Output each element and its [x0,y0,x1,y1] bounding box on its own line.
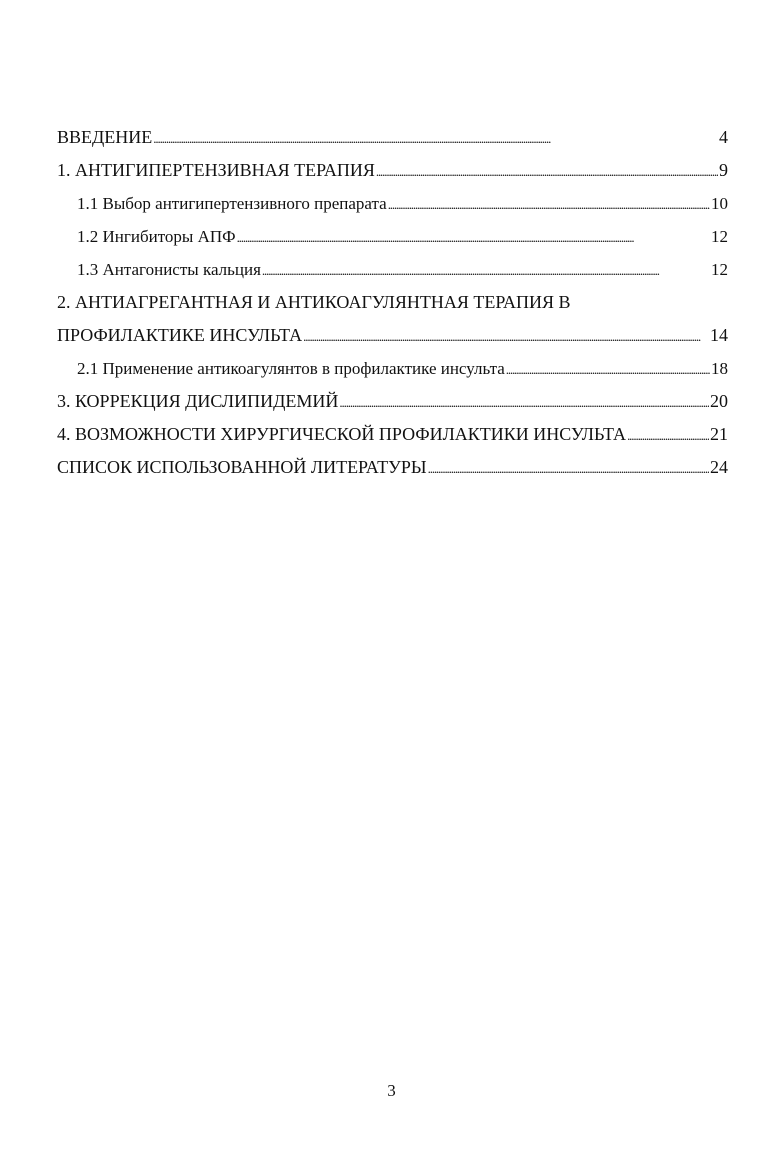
toc-entry-label: ВВЕДЕНИЕ [57,127,153,147]
dot-leader [339,385,709,419]
dot-leader [153,121,718,155]
toc-entry-page: 21 [710,424,728,444]
toc-entry-page: 20 [710,391,728,411]
dot-leader [388,187,710,221]
toc-entry-label: 2.1 Применение антикоагулянтов в профилактике инсульта [77,359,505,378]
toc-entry[interactable] [57,187,728,220]
toc-entry-label: 1. АНТИГИПЕРТЕНЗИВНАЯ ТЕРАПИЯ [57,160,375,180]
toc-entry-page: 10 [711,194,728,213]
dot-leader [237,220,710,254]
toc-entry-label: ПРОФИЛАКТИКЕ ИНСУЛЬТА [57,325,303,345]
toc-entry[interactable] [57,253,728,286]
toc-entry[interactable] [57,385,728,418]
toc-entry[interactable] [57,319,728,352]
dot-leader [627,418,709,452]
toc-entry[interactable] [57,451,728,484]
toc-entry[interactable] [57,220,728,253]
dot-leader [428,451,709,485]
table-of-contents [57,121,728,484]
toc-entry-page: 12 [711,227,728,246]
toc-entry[interactable] [57,418,728,451]
toc-entry-page: 24 [710,457,728,477]
toc-entry-page: 4 [719,127,728,147]
toc-entry-label: СПИСОК ИСПОЛЬЗОВАННОЙ ЛИТЕРАТУРЫ [57,457,427,477]
toc-entry-page: 12 [711,260,728,279]
toc-entry-label: 1.1 Выбор антигипертензивного препарата [77,194,387,213]
dot-leader [303,319,709,353]
toc-entry-label: 2. АНТИАГРЕГАНТНАЯ И АНТИКОАГУЛЯНТНАЯ ТЕРАПИЯ В [57,292,571,312]
toc-entry[interactable] [57,154,728,187]
toc-entry-label: 1.3 Антагонисты кальция [77,260,261,279]
dot-leader [506,352,710,386]
dot-leader [376,154,718,188]
toc-entry-heading-line [57,286,728,319]
toc-entry-page: 14 [710,325,728,345]
toc-entry-label: 3. КОРРЕКЦИЯ ДИСЛИПИДЕМИЙ [57,391,339,411]
toc-entry[interactable] [57,121,728,154]
toc-entry-label: 4. ВОЗМОЖНОСТИ ХИРУРГИЧЕСКОЙ ПРОФИЛАКТИКИ ИНСУЛЬТА [57,424,627,444]
toc-entry[interactable] [57,352,728,385]
toc-entry-page: 9 [719,160,728,180]
dot-leader [262,253,710,287]
toc-entry-label: 1.2 Ингибиторы АПФ [77,227,236,246]
page-number: 3 [387,1081,396,1100]
toc-entry-page: 18 [711,359,728,378]
